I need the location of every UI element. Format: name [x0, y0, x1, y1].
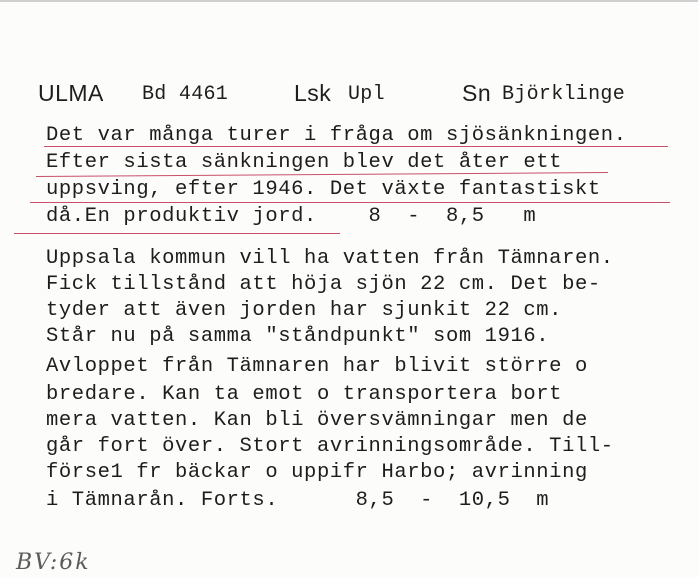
card-header: [38, 80, 678, 110]
text-line: Efter sista sänkningen blev det åter ett: [46, 151, 563, 174]
red-underline: [14, 233, 340, 234]
text-line: Avloppet från Tämnaren har blivit större o: [46, 355, 588, 378]
red-underline: [44, 146, 668, 147]
text-line: tyder att även jorden har sjunkit 22 cm.: [46, 299, 563, 322]
lsk-value: Upl: [348, 83, 385, 106]
red-underline: [30, 202, 670, 203]
bleed-through-mark: [560, 32, 564, 57]
text-line: Det var många turer i fråga om sjösänkningen.: [46, 124, 627, 147]
handwritten-signature: BV:6k: [16, 550, 91, 575]
text-line: går fort över. Stort avrinningsområde. Till-: [46, 435, 614, 458]
text-line: uppsving, efter 1946. Det växte fantastiskt: [46, 178, 601, 201]
lsk-label: Lsk: [294, 80, 332, 106]
sn-label: Sn: [462, 80, 492, 106]
text-line: mera vatten. Kan bli översvämningar men de: [46, 409, 588, 432]
text-line: Uppsala kommun vill ha vatten från Tämnaren.: [46, 247, 614, 270]
text-line: bredare. Kan ta emot o transportera bort: [46, 383, 563, 406]
text-line: då.En produktiv jord. 8 - 8,5 m: [46, 205, 537, 228]
archive-code: ULMA: [38, 80, 104, 106]
sn-value: Björklinge: [502, 83, 626, 106]
text-line: Fick tillstånd att höja sjön 22 cm. Det be-: [46, 273, 601, 296]
text-line: förse1 fr bäckar o uppifr Harbo; avrinning: [46, 461, 588, 484]
bd-number: Bd 4461: [142, 83, 229, 106]
text-line: Står nu på samma "ståndpunkt" som 1916.: [46, 325, 550, 348]
text-line: i Tämnarån. Forts. 8,5 - 10,5 m: [46, 489, 550, 512]
